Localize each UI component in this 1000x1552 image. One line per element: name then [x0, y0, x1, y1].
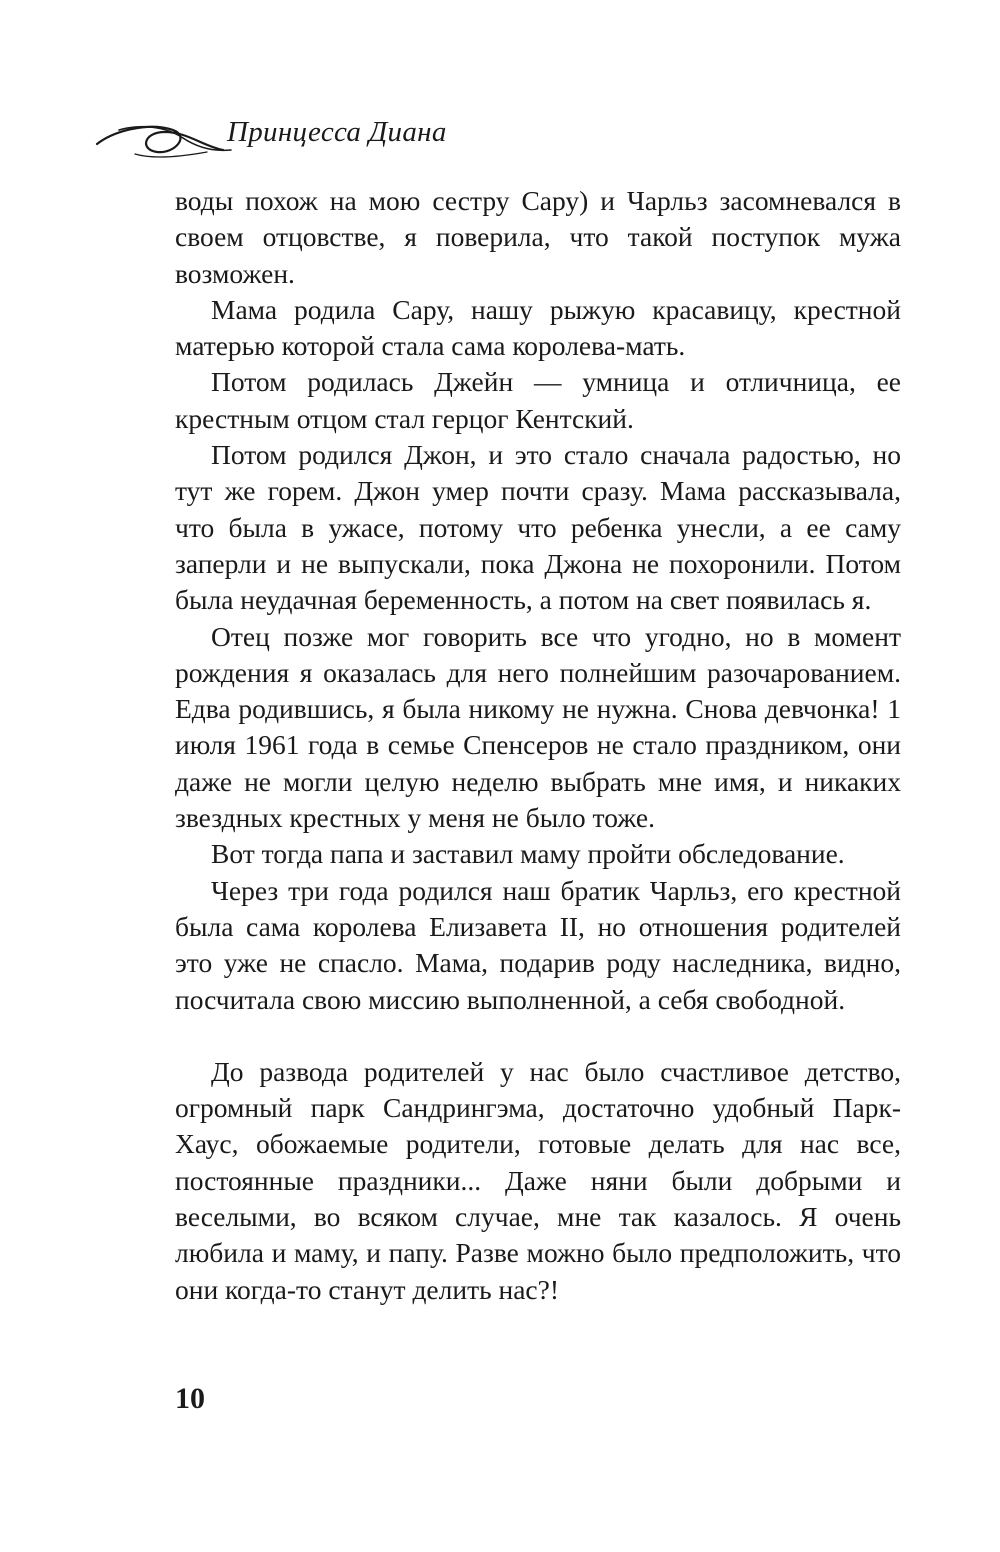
- paragraph: Мама родила Сару, нашу рыжую красавицу, крестной матерью которой стала сама королева-мать.: [175, 293, 901, 362]
- paragraph: Потом родился Джон, и это стало сначала радостью, но тут же горем. Джон умер почти сразу. Мама рассказывала, что была в ужасе, потому что ребенка унесли, а ее саму заперли и не выпускали, пока Джона не похоронили. Потом была неудачная беременность, а потом на свет появилась я.: [175, 439, 901, 616]
- swash-flourish-icon: [95, 110, 235, 170]
- running-header: [95, 110, 515, 170]
- paragraph: Вот тогда папа и заставил маму пройти обследование.: [211, 838, 845, 870]
- paragraph: воды похож на мою сестру Сару) и Чарльз засомневался в своем отцовстве, я поверила, что такой поступок мужа возможен.: [175, 185, 901, 289]
- paragraph: До развода родителей у нас было счастливое детство, огромный парк Сандрингэма, достаточно удобный Парк-Хаус, обожаемые родители, готовые делать для нас все, постоянные праздники... Даже няни были добрыми и веселыми, во всяком случае, мне так казалось. Я очень любила и маму, и папу. Разве можно было предположить, что они когда-то станут делить нас?!: [175, 1055, 901, 1305]
- running-header-title: Принцесса Диана: [227, 116, 447, 148]
- page-number: 10: [175, 1382, 205, 1415]
- paragraph: Через три года родился наш братик Чарльз, его крестной была сама королева Елизавета II, но отношения родителей это уже не спасло. Мама, подарив роду наследника, видно, посчитала свою миссию выполненной, а себя свободной.: [175, 874, 901, 1015]
- paragraph: Потом родилась Джейн — умница и отличница, ее крестным отцом стал герцог Кентский.: [175, 366, 901, 434]
- body-text: [175, 183, 901, 1308]
- paragraph: Отец позже мог говорить все что угодно, но в момент рождения я оказалась для него полнейшим разочарованием. Едва родившись, я была никому не нужна. Снова девчонка! 1 июля 1961 года в семье Спенсеров не стало праздником, они даже не могли целую неделю выбрать мне имя, и никаких звездных крестных у меня не было тоже.: [175, 620, 901, 834]
